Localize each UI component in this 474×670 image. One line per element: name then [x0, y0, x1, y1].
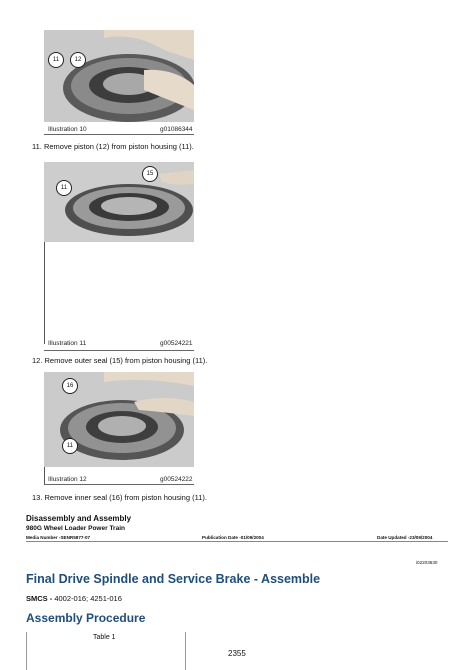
figure-caption: Illustration 10 [48, 126, 87, 133]
step-13: 13. Remove inner seal (16) from piston housing (11). [32, 493, 207, 502]
figure-rule [44, 350, 194, 351]
page-number: 2355 [228, 649, 246, 658]
figure-rule [44, 134, 194, 135]
section-subtitle: Assembly Procedure [26, 611, 146, 625]
figure-code: g01086344 [160, 126, 193, 133]
section-title: Final Drive Spindle and Service Brake - Assemble [26, 572, 321, 586]
callout-12: 12 [70, 52, 86, 68]
step-12: 12. Remove outer seal (15) from piston housing (11). [32, 356, 208, 365]
header-title: Disassembly and Assembly [26, 514, 132, 523]
table-caption: Table 1 [93, 634, 116, 641]
figure-rule [44, 484, 194, 485]
figure-photo [44, 30, 194, 122]
doc-id: i02203630 [416, 560, 438, 565]
figure-caption: Illustration 12 [48, 476, 87, 483]
smcs-label: SMCS - [26, 594, 55, 603]
figure-photo [44, 162, 194, 242]
callout-11: 11 [56, 180, 72, 196]
figure-photo [44, 372, 194, 467]
header-subtitle: 980G Wheel Loader Power Train [26, 525, 125, 532]
callout-11: 11 [48, 52, 64, 68]
publication-date: Publication Date -01/09/2004 [202, 535, 264, 540]
smcs-line [26, 594, 122, 603]
callout-16: 16 [62, 378, 78, 394]
media-number: Media Number -SENR5877-07 [26, 535, 91, 540]
date-updated: Date Updated -23/09/2004 [377, 535, 433, 540]
photo-outer-seal [44, 162, 194, 242]
callout-11: 11 [62, 438, 78, 454]
header-rule [26, 541, 448, 542]
figure-code: g00524221 [160, 340, 193, 347]
step-11: 11. Remove piston (12) from piston housing (11). [32, 142, 194, 151]
figure-caption: Illustration 11 [48, 340, 87, 347]
figure-code: g00524222 [160, 476, 193, 483]
smcs-codes: 4002-016; 4251-016 [54, 594, 122, 603]
callout-15: 15 [142, 166, 158, 182]
photo-piston-housing [44, 30, 194, 122]
